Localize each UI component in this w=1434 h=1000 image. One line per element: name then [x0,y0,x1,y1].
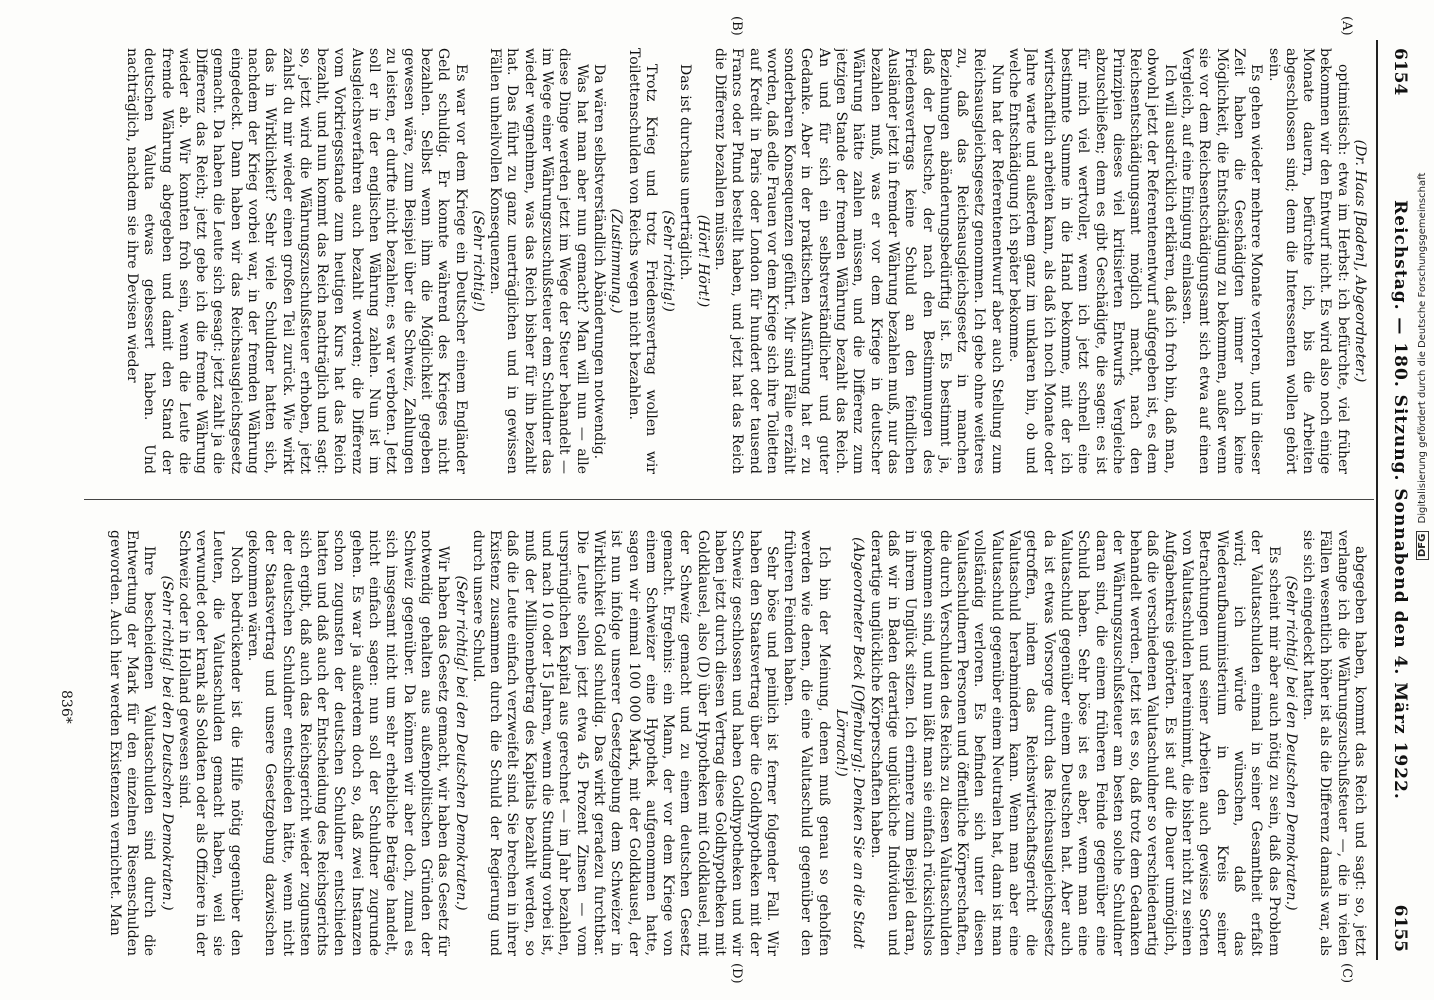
interjection: (Sehr richtig! bei den Deutschen Demokraten.) [158,575,175,911]
page-number-left: 6154 [1390,48,1410,96]
margin-letter-d: (D) [729,963,744,984]
margin-letter-a: (A) [1339,16,1354,36]
page-header-title: Reichstag. — 180. Sitzung. Sonnabend den 4. März 1922. [1390,200,1410,800]
paragraph: optimistisch: etwa im Herbst: ich befürchte, viel früher bekommen wir den Entwurf nicht. Es wird also noch einige Monate dauern, befürchte ich, bis die Arbeiten abgeschlossen sind; denn die Interessenten wollen gehört sein. [1265,48,1351,474]
paragraph: abgegeben haben, kommt das Reich und sagt: so, jetzt verlange ich die Währungszuschußsteuer —, die in vielen Fällen wesentlich höher ist als die Differenz damals war, als sie sich eingedeckt hatten. [1300,530,1368,956]
margin-letter-b: (B) [729,16,744,36]
page-number-right: 6155 [1390,904,1410,952]
paragraph: Da wären selbstverständlich Abänderungen notwendig. [590,64,607,460]
header-rule [1376,40,1378,960]
interjection: (Sehr richtig! bei den Deutschen Demokraten.) [1282,575,1299,911]
interjection: (Sehr richtig! bei den Deutschen Demokraten.) [452,575,469,911]
paragraph: Es scheint mir aber auch nötig zu sein, daß das Problem der Valutaschulden einmal in seiner Gesamtheit erfaßt wird; ich würde wünschen, daß das Wiederaufbauministerium in den Kreis seiner Betrachtungen und seiner Arbeiten auch gewisse Sorten von Valutaschulden hereinnimmt, die bisher nicht zu seinen Aufgabenkreis gehörten. Es ist auf die Dauer unmöglich, daß die verschiedenen Valutaschuldner so verschiedenartig behandelt werden. Jetzt ist es so, daß trotz dem Gedanken der Währungszuschußsteuer am besten solche Schuldner daran sind, die einem früheren Feinde gegenüber eine Schuld haben. Sehr böse ist es aber, wenn man eine Valutaschuld gegenüber einem Deutschen hat. Aber auch da ist etwas Vorsorge durch das Reichsausgleichsgesetz getroffen, indem das Reichswirtschaftsgericht die Valutaschuld herabmindern kann. Wenn man aber eine Valutaschuld gegenüber einem Neutralen hat, dann ist man vollständig verloren. Es befinden sich unter diesen Valutaschuldnern Personen und öffentliche Körperschaften, die durch Verschulden des Reichs zu diesen Valutaschulden gekommen sind, und nun läßt man sie einfach rücksichtslos in ihrem Unglück sitzen. Ich erinnere zum Beispiel daran, daß wir in Baden derartige unglückliche Individuen und derartige unglückliche Körperschaften haben. [867,530,1282,956]
paragraph: Wir haben das Gesetz gemacht, wir haben das Gesetz für notwendig gehalten aus außenpolitischen Gründen der Schweiz gegenüber. Da können wir aber doch, zumal es sich insgesamt nicht um sehr erhebliche Beträge handelt, nicht einfach sagen: nun soll der Schuldner zugrunde gehen. Es war ja außerdem doch so, daß zwei Instanzen schon zugunsten der deutschen Schuldner entschieden hatten und daß auch der Entscheidung des Reichsgerichts sich ergibt, daß auch das Reichsgericht wieder zugunsten der deutschen Schuldner entschieden hätte, wenn nicht der Staatsvertrag und unsere Gesetzgebung dazwischen gekommen wären. [245,530,452,956]
interjection: (Abgeordneter Beck [Offenburg]: Denken Sie an die Stadt Lörrach!) [833,537,867,949]
column-divider [84,499,1374,500]
paragraph: Noch bedrückender ist die Hilfe nötig gegenüber den Leuten, die Valutaschulden gemacht haben, weil sie verwundet oder krank als Soldaten oder als Offiziere in der Schweiz oder in Holland gewesen sind. [175,530,244,956]
interjection: (Zustimmung.) [608,208,625,314]
paragraph: Ihre bescheidenen Valutaschulden sind durch die Entwertung der Mark für den einzelnen Riesenschulden geworden. Auch hier werden Existenzen vernichtet. Man [106,530,158,956]
margin-letter-c: (C) [1339,963,1354,984]
paragraph: Sehr böse und peinlich ist ferner folgender Fall. Wir haben den Staatsvertrag über die Goldhypotheken mit der Schweiz geschlossen und haben Goldhypotheken und wir haben jetzt durch diesen Vertrag diese Goldhypotheken mit Goldklausel, also (D) über Hypotheken mit Goldklausel, mit der Schweiz gemacht und zu einem deutschen Gesetz gemacht. Ergebnis: ein Mann, der vor dem Kriege von einem Schweizer eine Hypothek aufgenommen hatte, sagen wir einmal 100 000 Mark, mit der Goldklausel, der ist nun infolge unserer Gesetzgebung dem Schweizer in Wirklichkeit Gold schuldig. Das wirkt geradezu furchtbar. Die Leute sollen jetzt etwa 45 Prozent Zinsen — vom ursprünglichen Kapital aus gerechnet — im Jahr bezahlen, und nach 10 oder 15 Jahren, wenn die Stundung vorbei ist, muß der Millionenbetrag des Kapitals bezahlt werden, so daß die Leute einfach verzweifelt sind. Sie brechen in ihrer Existenz zusammen durch die Schuld der Regierung und durch unsere Schuld. [469,530,780,956]
paragraph: Ich will ausdrücklich erklären, daß ich froh bin, daß man, obwohl jetzt der Referentenentwurf aufgegeben ist, es dem Reichsentschädigungsamt möglich macht, nach den Prinzipien dieses viel kritisierten Entwurfs Vergleiche abzuschließen; denn es gibt Geschädigte, die sagen: es ist für mich viel wertvoller, wenn ich jetzt schnell eine bestimmte Summe in die Hand bekomme, mit der ich wirtschaftlich arbeiten kann, als daß ich noch Monate oder Jahre warte und außerdem ganz im unklaren bin, ob und welche Entschädigung ich später bekomme. [1006,48,1178,474]
paragraph: Es war vor dem Kriege ein Deutscher einem Engländer Geld schuldig. Er konnte während des Krieges nicht bezahlen. Selbst wenn ihm die Möglichkeit gegeben gewesen wäre, zum Beispiel über die Schweiz, Zahlungen zu leisten, er durfte nicht bezahlen; es war verboten. Jetzt soll er in der englischen Währung zahlen. Nun ist im Ausgleichsverfahren auch bezahlt worden; die Differenz vom Vorkriegsstande zum heutigen Kurs hat das Reich bezahlt, und nun kommt das Reich nachträglich und sagt: so, jetzt wird die Währungszuschußsteuer erhoben, jetzt zahlst du mir wieder einen großen Teil zurück. Wie wirkt das in Wirklichkeit? Sehr viele Schuldner hatten sich, nachdem der Krieg vorbei war, in der fremden Währung eingedeckt. Dann haben wir das Reichsausgleichsgesetz gemacht. Da haben die Leute sich gesagt: jetzt zahlt ja die Differenz das Reich; jetzt gebe ich die fremde Währung wieder ab. Wir konnten froh sein, wenn die Leute die fremde Währung abgegeben und damit den Stand der deutschen Valuta etwas gebessert haben. Und nachträglich, nachdem sie ihre Devisen wieder [123,48,469,474]
interjection: (Dr. Haas [Baden], Abgeordneter.) [1352,139,1368,383]
dfg-logo: DFG [1416,531,1429,560]
right-text-column [98,530,1368,956]
interjection: (Hört! Hört!) [694,214,711,308]
paragraph: Ich bin der Meinung, denen muß genau so geholfen werden wie denen, die eine Valutaschuld gegenüber den früheren Feinden haben. [781,530,832,956]
paragraph: Das ist durchaus unerträglich. [677,64,694,281]
interjection: (Sehr richtig!) [660,210,677,312]
digitization-credit-text: Digitalisierung gefördert durch die Deutsche Forschungsgemeinschaft [1417,172,1428,524]
digitization-credit [1416,140,1429,560]
paragraph: Es gehen wieder mehrere Monate verloren, und in dieser Zeit haben die Geschädigten immer noch keine Möglichkeit, die Entschädigung zu bekommen, außer wenn sie vor dem Reichsentschädigungsamt sich etwa auf einen Vergleich, auf eine Einigung einlassen. [1179,48,1265,474]
page-footer-signature: 836* [58,690,74,724]
interjection: (Sehr richtig!) [469,210,486,312]
left-text-column [98,48,1368,474]
page-header [1384,40,1414,960]
paragraph: Trotz Krieg und trotz Friedensvertrag wollen wir Toilettenschulden von Reichs wegen nicht bezahlen. [625,48,659,474]
paragraph: Was hat man aber nun gemacht? Man will nun — alle diese Dinge werden jetzt im Wege der Steuer behandelt — im Wege einer Währungszuschußsteuer dem Schuldner das wieder wegnehmen, was das Reich bisher für ihn bezahlt hat. Das führt zu ganz unerträglichen und in gewissen Fällen unheilvollen Konsequenzen. [487,48,590,474]
paragraph: Nun hat der Referentenentwurf aber auch Stellung zum Reichsausgleichsgesetz genommen. Ich gebe ohne weiteres zu, daß das Reichsausgleichsgesetz in manchen Beziehungen abänderungsbedürftig ist. Es bestimmt ja, daß der Deutsche, der nach den Bestimmungen des Friedensvertrags keine Schuld an den feindlichen Ausländer jetzt in fremder Währung bezahlen muß, nur das bezahlen muß, was er vor dem Kriege in deutscher Währung hätte zahlen müssen, und die Differenz zum jetzigen Stande der fremden Währung bezahlt das Reich. An und für sich ein selbstverständlicher und guter Gedanke. Aber in der praktischen Ausführung hat er zu sonderbaren Konsequenzen geführt. Mir sind Fälle erzählt worden, daß edle Frauen vor dem Kriege sich ihre Toiletten auf Kredit in Paris oder London für hundert oder tausend Francs oder Pfund bestellt haben, und jetzt hat das Reich die Differenz bezahlen müssen. [712,48,1005,474]
